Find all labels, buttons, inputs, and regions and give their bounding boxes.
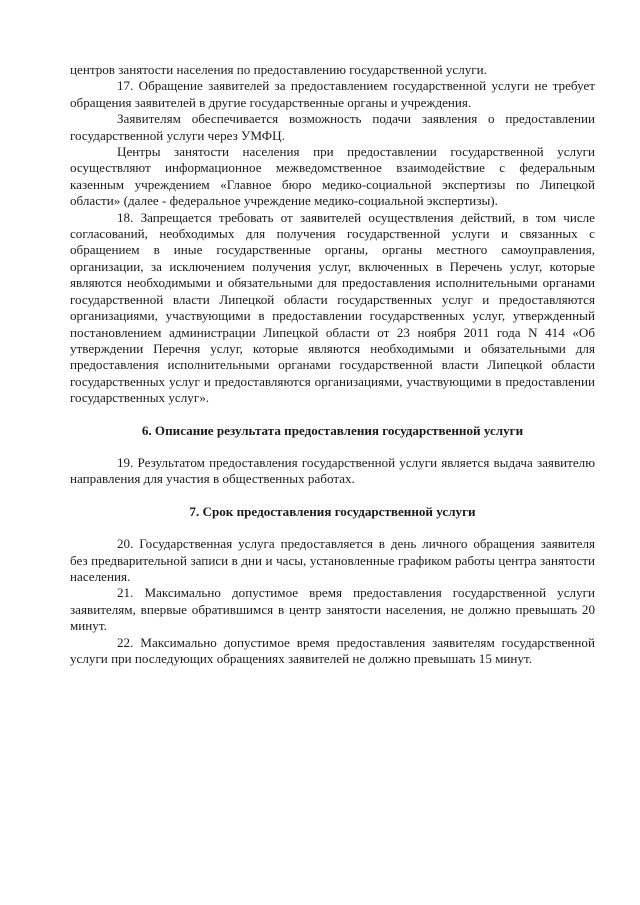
paragraph-17: 17. Обращение заявителей за предоставлением государственной услуги не требует обращения заявителей в другие государственные органы и учреждения.	[70, 78, 595, 110]
paragraph-21: 21. Максимально допустимое время предоставления государственной услуги заявителям, впервые обратившимся в центр занятости населения, не должно превышать 20 минут.	[70, 585, 595, 634]
paragraph-19: 19. Результатом предоставления государственной услуги является выдача заявителю направления для участия в общественных работах.	[70, 454, 595, 487]
paragraph-interaction: Центры занятости населения при предоставлении государственной услуги осуществляют информационное межведомственное взаимодействие с федеральным казенным учреждением «Главное бюро медико-социальной экспертизы по Липецкой области» (далее - федеральное учреждение медико-социальной экспертизы).	[70, 144, 595, 209]
section-7-heading: 7. Срок предоставления государственной услуги	[189, 503, 476, 519]
section-6-heading: 6. Описание результата предоставления государственной услуги	[141, 422, 524, 438]
paragraph-20: 20. Государственная услуга предоставляется в день личного обращения заявителя без предварительной записи в дни и часы, установленные графиком работы центра занятости населения.	[70, 536, 595, 584]
paragraph-continuation: центров занятости населения по предоставлению государственной услуги.	[70, 62, 487, 77]
document-page	[70, 62, 595, 667]
paragraph-umfc: Заявителям обеспечивается возможность подачи заявления о предоставлении государственной услуги через УМФЦ.	[70, 111, 595, 143]
paragraph-18: 18. Запрещается требовать от заявителей осуществления действий, в том числе согласований, необходимых для получения государственной услуги и связанных с обращением в иные государственные органы, органы местного самоуправления, организации, за исключением получения услуг, включенных в Перечень услуг, которые являются необходимыми и обязательными для предоставления исполнительными органами государственной власти Липецкой области государственных услуг и предоставляются организациями, участвующими в предоставлении государственных услуг, утвержденный постановлением администрации Липецкой области от 23 ноября 2011 года N 414 «Об утверждении Перечня услуг, которые являются необходимыми и обязательными для предоставления исполнительными органами государственной власти Липецкой области государственных услуг и предоставляются организациями, участвующими в предоставлении государственных услуг».	[70, 209, 595, 406]
paragraph-22: 22. Максимально допустимое время предоставления заявителям государственной услуги при последующих обращениях заявителей не должно превышать 15 минут.	[70, 634, 595, 666]
